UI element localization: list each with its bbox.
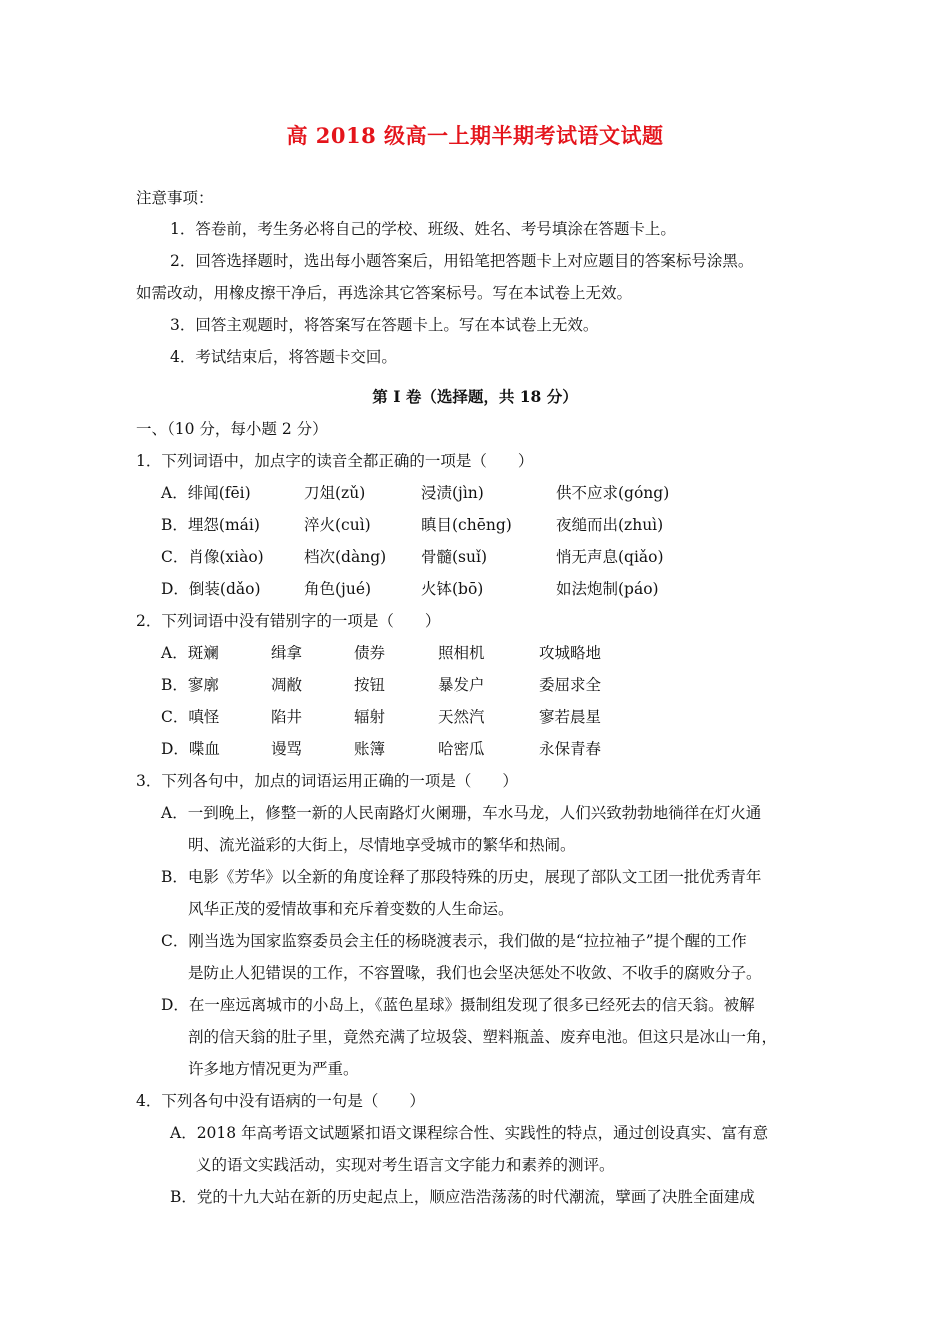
q2-option: C．嗔怪 bbox=[161, 708, 220, 726]
q2-option: A．斑斓 bbox=[161, 644, 219, 662]
q2-option: 陷井 bbox=[271, 708, 303, 726]
q2-option: 凋敝 bbox=[271, 676, 303, 694]
q2-option: 寥若晨星 bbox=[539, 708, 602, 726]
notice-item: 2．回答选择题时，选出每小题答案后，用铅笔把答题卡上对应题目的答案标号涂黑。 bbox=[170, 252, 754, 270]
q1-option: 如法炮制(páo) bbox=[556, 580, 659, 598]
q2-option: 谩骂 bbox=[271, 740, 303, 758]
q1-option: 角色(jué) bbox=[304, 580, 372, 598]
q3-line: A．一到晚上，修整一新的人民南路灯火阑珊，车水马龙，人们兴致勃勃地徜徉在灯火通 bbox=[161, 804, 762, 822]
q2-option: D．喋血 bbox=[161, 740, 220, 758]
q1-option: 档次(dàng) bbox=[304, 548, 387, 566]
q1-option: 悄无声息(qiǎo) bbox=[556, 548, 664, 566]
q1-option: C．肖像(xiào) bbox=[161, 548, 264, 566]
notice-item: 3．回答主观题时，将答案写在答题卡上。写在本试卷上无效。 bbox=[170, 316, 599, 334]
q2-option: 永保青春 bbox=[539, 740, 602, 758]
q2-option: 辐射 bbox=[354, 708, 386, 726]
q3-line: 是防止人犯错误的工作，不容置喙，我们也会坚决惩处不收敛、不收手的腐败分子。 bbox=[188, 964, 762, 982]
q3-line: C．刚当选为国家监察委员会主任的杨晓渡表示，我们做的是“拉拉袖子”提个醒的工作 bbox=[161, 932, 747, 950]
q2-option: 按钮 bbox=[354, 676, 386, 694]
q1-option: 淬火(cuì) bbox=[304, 516, 371, 534]
q1-option: 夜缒而出(zhuì) bbox=[556, 516, 664, 534]
q1-option: 骨髓(suǐ) bbox=[421, 548, 487, 566]
q1-option: B．埋怨(mái) bbox=[161, 516, 260, 534]
q2-option: 账簿 bbox=[354, 740, 386, 758]
exam-title: 高 2018 级高一上期半期考试语文试题 bbox=[286, 123, 664, 148]
q2-option: 债券 bbox=[354, 644, 386, 662]
part-heading: 一、（10 分，每小题 2 分） bbox=[136, 420, 328, 438]
q3-line: 许多地方情况更为严重。 bbox=[188, 1060, 359, 1078]
q4-line: A．2018 年高考语文试题紧扣语文课程综合性、实践性的特点，通过创设真实、富有意 bbox=[170, 1124, 769, 1142]
notice-item: 如需改动，用橡皮擦干净后，再选涂其它答案标号。写在本试卷上无效。 bbox=[136, 284, 633, 302]
q1-option: D．倒装(dǎo) bbox=[161, 580, 261, 598]
notice-item: 1．答卷前，考生务必将自己的学校、班级、姓名、考号填涂在答题卡上。 bbox=[170, 220, 676, 238]
q2-option: B．寥廓 bbox=[161, 676, 219, 694]
q2-option: 照相机 bbox=[438, 644, 485, 662]
q1-option: 刀俎(zǔ) bbox=[304, 484, 366, 502]
q2-option: 缉拿 bbox=[271, 644, 303, 662]
q1-option: 火钵(bō) bbox=[421, 580, 484, 598]
question-2-stem: 2．下列词语中没有错别字的一项是（ ） bbox=[136, 612, 441, 630]
q1-option: 供不应求(góng) bbox=[556, 484, 670, 502]
q1-option: 瞋目(chēng) bbox=[421, 516, 512, 534]
q2-option: 攻城略地 bbox=[539, 644, 602, 662]
q1-option: A．绯闻(fēi) bbox=[161, 484, 251, 502]
question-3-stem: 3．下列各句中，加点的词语运用正确的一项是（ ） bbox=[136, 772, 518, 790]
q1-option: 浸渍(jìn) bbox=[421, 484, 484, 502]
q3-line: 剖的信天翁的肚子里，竟然充满了垃圾袋、塑料瓶盖、废弃电池。但这只是冰山一角， bbox=[188, 1028, 778, 1046]
q3-line: D．在一座远离城市的小岛上，《蓝色星球》摄制组发现了很多已经死去的信天翁。被解 bbox=[161, 996, 755, 1014]
q2-option: 暴发户 bbox=[438, 676, 485, 694]
q3-line: B．电影《芳华》以全新的角度诠释了那段特殊的历史，展现了部队文工团一批优秀青年 bbox=[161, 868, 762, 886]
q2-option: 哈密瓜 bbox=[438, 740, 485, 758]
section-heading: 第 I 卷（选择题，共 18 分） bbox=[372, 387, 578, 406]
question-1-stem: 1．下列词语中，加点字的读音全都正确的一项是（ ） bbox=[136, 452, 534, 470]
notice-header: 注意事项： bbox=[136, 189, 214, 207]
q3-line: 风华正茂的爱情故事和充斥着变数的人生命运。 bbox=[188, 900, 514, 918]
question-4-stem: 4．下列各句中没有语病的一句是（ ） bbox=[136, 1092, 425, 1110]
q2-option: 委屈求全 bbox=[539, 676, 602, 694]
q4-line: B．党的十九大站在新的历史起点上，顺应浩浩荡荡的时代潮流，擘画了决胜全面建成 bbox=[170, 1188, 755, 1206]
notice-item: 4．考试结束后，将答题卡交回。 bbox=[170, 348, 397, 366]
q2-option: 天然汽 bbox=[438, 708, 485, 726]
q4-line: 义的语文实践活动，实现对考生语言文字能力和素养的测评。 bbox=[196, 1156, 615, 1174]
q3-line: 明、流光溢彩的大街上，尽情地享受城市的繁华和热闹。 bbox=[188, 836, 576, 854]
